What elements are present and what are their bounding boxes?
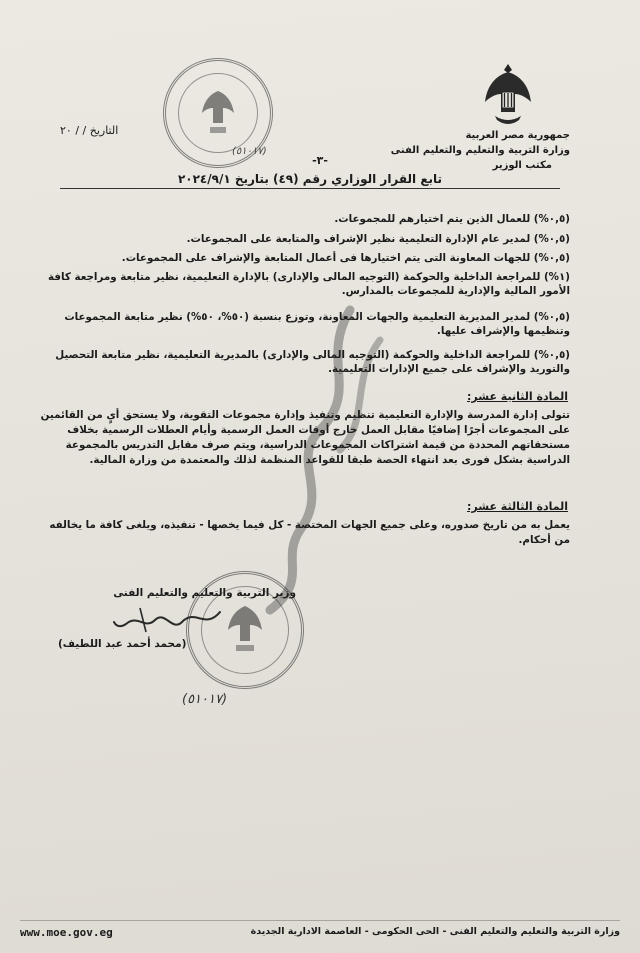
clause-3: (٠,٥%) للجهات المعاونة التى يتم اختيارها فى أعمال المتابعة والإشراف على المجموعات. — [121, 252, 570, 264]
clause-1: (٠,٥%) للعمال الذين يتم اختيارهم للمجموعات. — [334, 213, 570, 225]
decision-title: تابع القرار الوزاري رقم (٤٩) بتاريخ ٢٠٢٤/٩/١ — [60, 172, 560, 189]
date-line: التاريخ / / ٢٠ — [60, 124, 119, 137]
ministry-name: وزارة التربية والتعليم والتعليم الفنى — [390, 145, 570, 156]
clause-4: (١%) للمراجعة الداخلية والحوكمة (التوجيه المالى والإدارى) بالإدارة التعليمية، نظير متابعة ومراجعة كافة الأمور المالية والإدارية للمجموعات بالمدارس. — [48, 271, 570, 297]
clause-2: (٠,٥%) لمدير عام الإدارة التعليمية نظير الإشراف والمتابعة على المجموعات. — [186, 233, 570, 245]
handwritten-number: (٥١٠١٧) — [182, 692, 228, 707]
signatory-title: وزير التربية والتعليم والتعليم الفنى — [113, 587, 296, 599]
seal-eagle-icon — [189, 574, 301, 686]
footer-website: www.moe.gov.eg — [20, 926, 113, 939]
clause-5: (٠,٥%) لمدير المديرية التعليمية والجهات المعاونة، وتوزع بنسبة (٥٠%، ٥٠%) نظير متابعة المجموعات وتنظيمها والإشراف عليها. — [64, 311, 570, 337]
signatory-name: (محمد أحمد عبد اللطيف) — [58, 638, 187, 650]
footer-address: وزارة التربية والتعليم والتعليم الفنى - الحى الحكومى - العاصمة الادارية الجديدة — [250, 926, 620, 937]
clause-6: (٠,٥%) للمراجعة الداخلية والحوكمة (التوجيه المالى والإدارى) بالمديرية التعليمية، نظير متابعة التحصيل والتوريد والإشراف على جميع الإدارات التعليمية. — [55, 349, 570, 375]
article-12-text: تتولى إدارة المدرسة والإدارة التعليمية تنظيم وتنفيذ وإدارة مجموعات التقوية، ولا يستحق أيٍ من القائمين على المجموعات أجرًا إضافيًا مقابل العمل خارج أوقات العمل الرسمية وأيام العطلات الرسمية بخلاف مستحقاتهم المحددة من قيمة اشتراكات المجموعات الدراسية، ويتم صرف مقابل التدريس بالمجموعة الدراسية بشكل فورى بعد انتهاء الحصة طبقا للقواعد المنظمة لذلك والمعتمدة من وزارة المالية. — [40, 409, 570, 466]
page-number: -٣- — [312, 154, 328, 167]
footer-divider — [20, 920, 620, 921]
article-13-heading: المادة الثالثة عشر: — [467, 500, 568, 513]
stamp-number-top: (٥١٠١٧) — [232, 146, 267, 157]
office-name: مكتب الوزير — [492, 160, 552, 171]
article-13-text: يعمل به من تاريخ صدوره، وعلى جميع الجهات المختصة - كل فيما يخصها - تنفيذه، ويلغى كافة ما يخالفه من أحكام. — [49, 519, 570, 546]
article-12-heading: المادة الثانية عشر: — [467, 390, 568, 403]
country-name: جمهورية مصر العربية — [465, 130, 570, 141]
eagle-emblem-icon — [483, 62, 533, 128]
official-seal-bottom — [186, 571, 304, 689]
